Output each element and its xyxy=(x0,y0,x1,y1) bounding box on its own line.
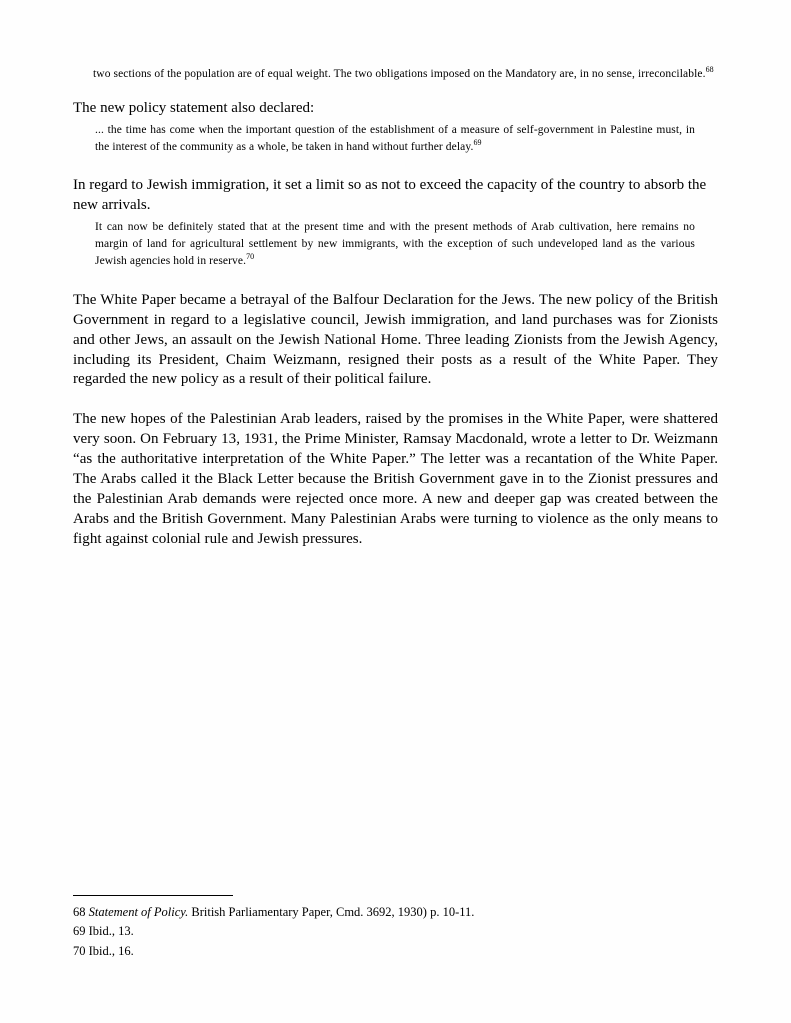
footnote-separator-rule xyxy=(73,895,233,896)
footnote-70-number: 70 xyxy=(73,943,86,958)
continuation-text: two sections of the population are of equal weight. The two obligations imposed on the Mandatory are, in no sense, irreconcilable. xyxy=(93,68,706,80)
footnote-70-rest: Ibid., 16. xyxy=(85,943,134,958)
footnote-68-rest: British Parliamentary Paper, Cmd. 3692, 1930) p. 10-11. xyxy=(188,905,475,919)
section-2-quote xyxy=(95,219,695,271)
continuation-paragraph xyxy=(93,66,718,83)
footnote-ref-69: 69 xyxy=(473,138,482,148)
paragraph-black-letter: The new hopes of the Palestinian Arab leaders, raised by the promises in the White Paper, were shattered very soon. On February 13, 1931, the Prime Minister, Ramsay Macdonald, wrote a letter to Dr. Weizmann “as the authoritative interpretation of the White Paper.” The letter was a recantation of the White Paper. The Arabs called it the Black Letter because the British Government gave in to the Zionist pressures and the Palestinian Arab demands were rejected once more. A new and deeper gap was created between the Arabs and the British Government. Many Palestinian Arabs were turning to violence as the only means to fight against colonial rule and Jewish pressures. xyxy=(73,411,718,548)
footnote-69-rest: Ibid., 13. xyxy=(85,924,134,939)
footnote-68-title: Statement of Policy. xyxy=(88,905,189,919)
footnote-68 xyxy=(73,903,718,922)
section-2-quote-text: It can now be definitely stated that at the present time and with the present methods of Arab cultivation, here remains no margin of land for agricultural settlement by new immigrants, with the exception of such undeveloped land as the various Jewish agencies hold in reserve. xyxy=(95,220,695,268)
section-1-quote-text: ... the time has come when the important question of the establishment of a measure of self-government in Palestine must, in the interest of the community as a whole, be taken in hand without further delay. xyxy=(95,123,695,153)
page-body xyxy=(73,66,718,550)
section-2-lead-in: In regard to Jewish immigration, it set a limit so as not to exceed the capacity of the country to absorb the new arrivals. xyxy=(73,177,707,214)
footnote-68-number: 68 xyxy=(73,905,86,919)
footnote-70 xyxy=(73,942,718,961)
footnote-ref-68: 68 xyxy=(705,65,714,75)
section-1-lead-in: The new policy statement also declared: xyxy=(73,99,315,116)
footnote-ref-70: 70 xyxy=(246,252,255,262)
footnote-69 xyxy=(73,922,718,941)
paragraph-white-paper-betrayal: The White Paper became a betrayal of the Balfour Declaration for the Jews. The new policy of the British Government in regard to a legislative council, Jewish immigration, and land purchases was for Zionists and other Jews, an assault on the Jewish National Home. Three leading Zionists from the Jewish Agency, including its President, Chaim Weizmann, resigned their posts as a result of the White Paper. They regarded the new policy as a result of their political failure. xyxy=(73,291,718,388)
footnote-section xyxy=(73,895,718,961)
section-1-quote xyxy=(95,122,695,157)
footnote-69-number: 69 xyxy=(73,924,86,939)
